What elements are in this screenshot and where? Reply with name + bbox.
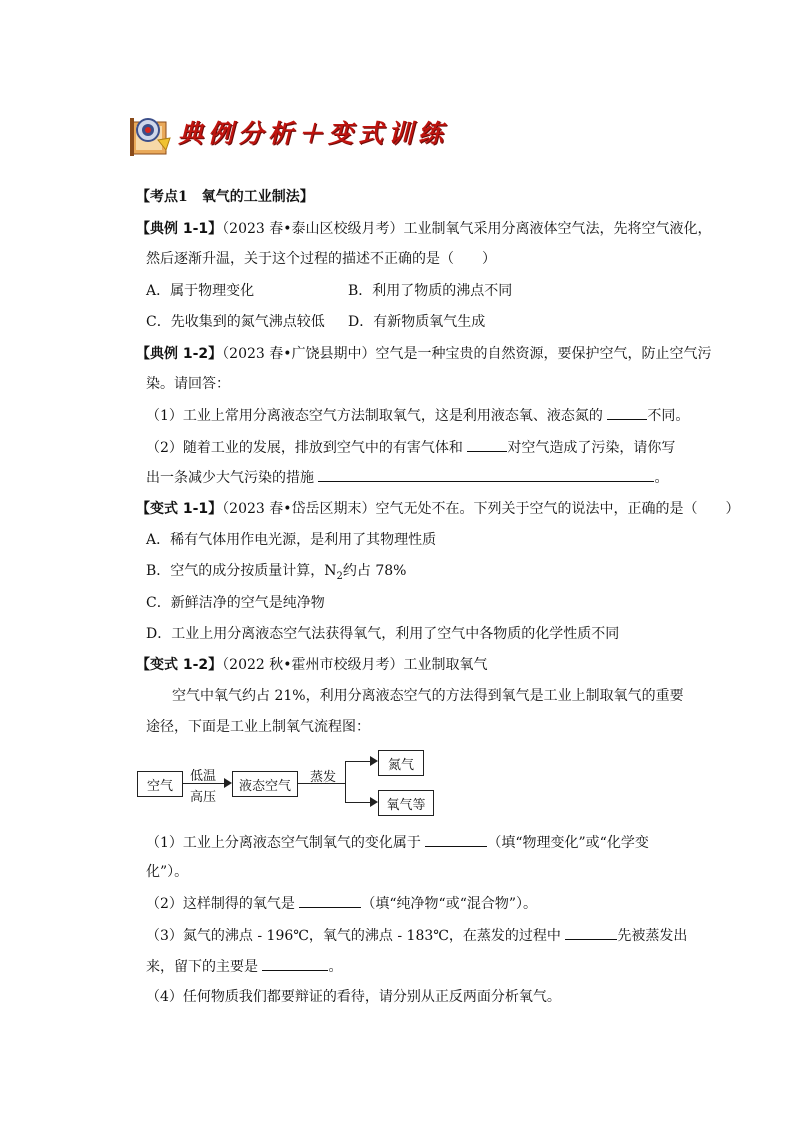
flow-box-nitrogen: 氮气 <box>378 750 424 776</box>
sub-text: （2）这样制得的氧气是 <box>146 896 295 912</box>
question-1-line-1 <box>136 219 712 239</box>
option-b <box>146 561 407 587</box>
option-a: A．属于物理变化 <box>146 283 255 299</box>
question-text: （2023 春•泰山区校级月考）工业制氧气采用分离液体空气法，先将空气液化， <box>222 221 712 237</box>
option-text: B．空气的成分按质量计算，N <box>146 563 337 579</box>
book-emblem-icon <box>126 108 176 158</box>
flow-box-oxygen: 氧气等 <box>378 790 434 816</box>
sub-text: （填“物理变化”或“化学变 <box>487 835 649 851</box>
flow-arrow <box>345 761 373 762</box>
flow-label-high-pressure: 高压 <box>190 790 217 805</box>
option-text: 约占 78% <box>342 563 407 579</box>
sub-text: （2）随着工业的发展，排放到空气中的有害气体和 <box>146 440 463 456</box>
flow-box-liquid-air: 液态空气 <box>232 771 298 797</box>
sub-text: （填“纯净物“或“混合物”）。 <box>361 896 538 912</box>
answer-blank[interactable] <box>607 405 647 420</box>
question-4-paragraph-2: 途径，下面是工业上制氧气流程图： <box>146 719 370 735</box>
question-4-line-1 <box>136 655 488 675</box>
section-banner <box>126 108 486 158</box>
flow-label-low-temp: 低温 <box>190 769 217 784</box>
answer-blank[interactable] <box>262 956 328 971</box>
answer-blank[interactable] <box>425 832 487 847</box>
option-d: D．有新物质氧气生成 <box>348 314 486 330</box>
question-2-sub-2 <box>146 437 675 458</box>
answer-blank[interactable] <box>299 893 361 908</box>
question-tag: 【典例 1-1】 <box>136 221 223 237</box>
arrowhead-icon <box>370 756 378 766</box>
question-2-line-2: 染。请回答： <box>146 376 230 392</box>
banner-title: 典例分析＋变式训练 <box>178 119 449 148</box>
sub-text: 来，留下的主要是 <box>146 959 258 975</box>
question-tag: 【变式 1-1】 <box>136 501 223 517</box>
section-heading: 【考点1 氧气的工业制法】 <box>136 189 314 205</box>
sub-text: 对空气造成了污染，请你写 <box>507 440 676 456</box>
sub-text: （1）工业上分离液态空气制氧气的变化属于 <box>146 835 421 851</box>
flow-label-evaporate: 蒸发 <box>310 770 337 785</box>
arrowhead-icon <box>224 778 232 788</box>
question-3-line-1 <box>136 499 740 519</box>
sub-text: 。 <box>328 959 343 975</box>
question-4-paragraph-1: 空气中氧气约占 21%，利用分离液态空气的方法得到氧气是工业上制取氧气的重要 <box>172 688 684 704</box>
question-4-sub-3 <box>146 925 687 946</box>
question-2-sub-3 <box>146 467 668 488</box>
sub-text: 不同。 <box>647 408 690 424</box>
question-text: （2022 秋•霍州市校级月考）工业制取氧气 <box>222 657 488 673</box>
answer-blank[interactable] <box>318 467 654 482</box>
sub-text: （1）工业上常用分离液态空气方法制取氧气，这是利用液态氧、液态氮的 <box>146 408 603 424</box>
flow-arrow <box>345 802 373 803</box>
arrowhead-icon <box>370 797 378 807</box>
question-4-sub-1-line-2: 化”）。 <box>146 864 189 880</box>
option-c: C．新鲜洁净的空气是纯净物 <box>146 595 325 611</box>
answer-blank[interactable] <box>565 925 617 940</box>
flow-box-air: 空气 <box>137 771 183 797</box>
sub-text: 出一条减少大气污染的措施 <box>146 470 314 486</box>
question-tag: 【变式 1-2】 <box>136 657 223 673</box>
question-2-line-1 <box>136 344 712 364</box>
question-2-sub-1 <box>146 405 689 426</box>
answer-blank[interactable] <box>467 437 507 452</box>
subscript: 2 <box>336 570 343 582</box>
question-4-sub-2 <box>146 893 537 914</box>
option-c: C．先收集到的氮气沸点较低 <box>146 314 325 330</box>
question-4-sub-1 <box>146 832 649 853</box>
sub-text: （3）氮气的沸点 - 196℃，氧气的沸点 - 183℃，在蒸发的过程中 <box>146 928 561 944</box>
option-a: A．稀有气体用作电光源，是利用了其物理性质 <box>146 532 437 548</box>
question-4-sub-4: （4）任何物质我们都要辩证的看待，请分别从正反两面分析氧气。 <box>146 989 561 1005</box>
question-text: （2023 春•岱岳区期末）空气无处不在。下列关于空气的说法中，正确的是（ ） <box>222 501 740 517</box>
question-4-sub-3-line-2 <box>146 956 342 977</box>
question-tag: 【典例 1-2】 <box>136 346 223 362</box>
option-b: B．利用了物质的沸点不同 <box>348 283 513 299</box>
flow-branch <box>345 761 346 803</box>
question-text: （2023 春•广饶县期中）空气是一种宝贵的自然资源，要保护空气，防止空气污 <box>222 346 712 362</box>
sub-text: 。 <box>654 470 669 486</box>
question-1-line-2: 然后逐渐升温，关于这个过程的描述不正确的是（ ） <box>146 251 496 267</box>
option-d: D．工业上用分离液态空气法获得氧气，利用了空气中各物质的化学性质不同 <box>146 626 620 642</box>
sub-text: 先被蒸发出 <box>617 928 688 944</box>
